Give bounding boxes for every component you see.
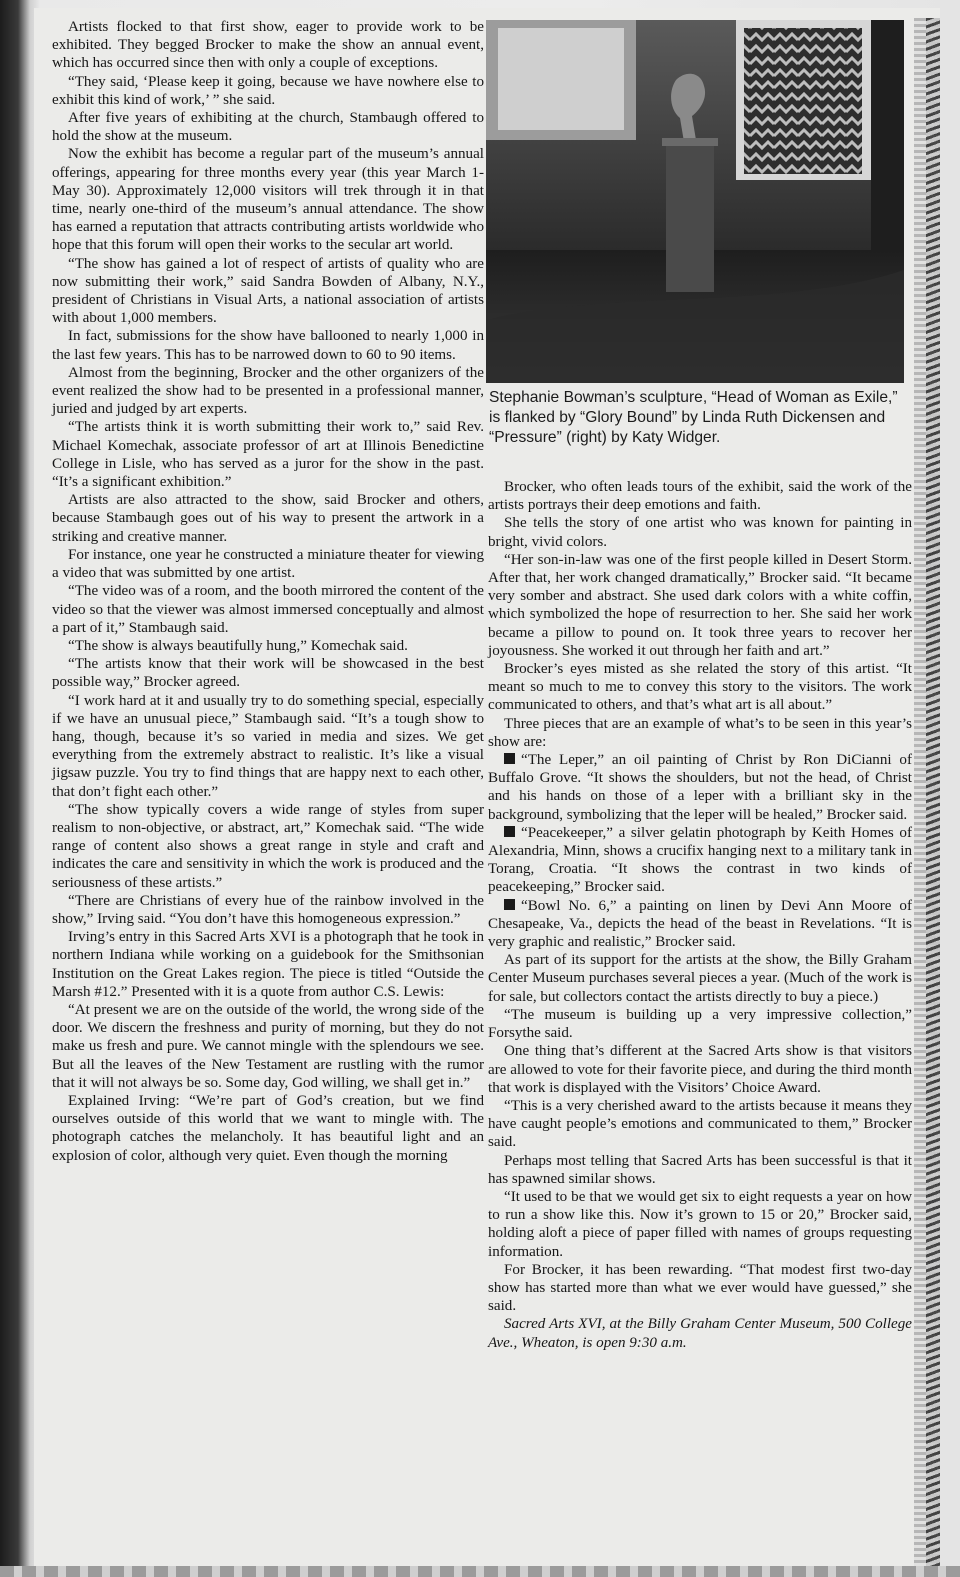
right-column (488, 478, 912, 1352)
paragraph: Artists are also attracted to the show, said Brocker and others, because Stambaugh goes out of his way to present the artwork in a striking and creative manner. (52, 492, 484, 545)
scanner-bottom-edge (0, 1566, 960, 1577)
paragraph: In fact, submissions for the show have ballooned to nearly 1,000 in the last few years. This has to be narrowed down to 60 to 90 items. (52, 328, 484, 363)
paragraph: “The artists know that their work will be showcased in the best possible way,” Brocker agreed. (52, 656, 484, 691)
paragraph: “The show is always beautifully hung,” Komechak said. (68, 637, 408, 654)
paragraph: “This is a very cherished award to the artists because it means they have caught people’s emotions and communicated to them,” Brocker said. (488, 1097, 912, 1151)
paragraph: “The artists think it is worth submitting their work to,” said Rev. Michael Komechak, associate professor of art at Illinois Benedictine College in Lisle, who has served as a juror for the show in the past. “It’s a significant exhibition.” (52, 419, 484, 491)
paragraph: One thing that’s different at the Sacred Arts show is that visitors are allowed to vote for their favorite piece, and during the third month that work is displayed with the Visitors’ Choice Award. (488, 1043, 912, 1096)
paragraph: Now the exhibit has become a regular part of the museum’s annual offerings, appearing for three months every year (this year March 1-May 30). Approximately 12,000 visitors will trek through it in that time, nearly one-third of the museum’s annual attendance. The show has earned a reputation that attracts contributing artists worldwide who hope that this forum will open their works to the secular art world. (52, 146, 484, 254)
paragraph: For Brocker, it has been rewarding. “That modest first two-day show has started more than what we ever would have guessed,” she said. (488, 1261, 912, 1315)
featured-piece-text: “Peacekeeper,” a silver gelatin photograph by Keith Homes of Alexandria, Minn, shows a crucifix hanging next to a military tank in Torang, Croatia. “It shows the contrast in two kinds of peacekeeping,” Brocker said. (488, 824, 912, 896)
featured-piece-item (488, 824, 912, 897)
paragraph: For instance, one year he constructed a miniature theater for viewing a video that was submitted by one artist. (52, 546, 484, 582)
paragraph: Irving’s entry in this Sacred Arts XVI is a photograph that he took in northern Indiana while working on a guidebook for the Smithsonian Institution on the Great Lakes region. The piece is titled “Outside the Marsh #12.” Presented with it is a quote from author C.S. Lewis: (52, 929, 484, 1000)
paragraph: Perhaps most telling that Sacred Arts has been successful is that it has spawned similar shows. (488, 1152, 912, 1187)
gallery-photo-illustration (486, 20, 904, 383)
paragraph: Almost from the beginning, Brocker and the other organizers of the event realized the show had to be presented in a professional manner, juried and judged by art experts. (52, 364, 484, 418)
paragraph: “I work hard at it and usually try to do something special, especially if we have an unusual piece,” Stambaugh said. “It’s a tough show to hang, though, because it’s so varied in media and sizes. We get everything from the extremely abstract to realistic. It’s like a visual jigsaw puzzle. You try to find things that are happy next to each other, that don’t fight each other.” (52, 692, 484, 800)
featured-piece-item (488, 897, 912, 952)
exhibit-info-footer: Sacred Arts XVI, at the Billy Graham Center Museum, 500 College Ave., Wheaton, is open 9:30 a.m. (488, 1316, 912, 1351)
paragraph: Explained Irving: “We’re part of God’s creation, but we find ourselves outside of this world that we want to mingle with. The photograph catches the melancholy. It has beautiful light and an explosion of color, although very quiet. Even though the morning (52, 1092, 484, 1164)
left-column (52, 18, 484, 1165)
paragraph: Three pieces that are an example of what’s to be seen in this year’s show are: (488, 715, 912, 750)
newspaper-clipping (34, 8, 940, 1568)
paragraph: “The show has gained a lot of respect of artists of quality who are now submitting their work,” said Sandra Bowden of Albany, N.Y., president of Christians in Visual Arts, a national association of artists with about 1,000 members. (52, 255, 484, 327)
paragraph: Brocker, who often leads tours of the exhibit, said the work of the artists portrays their deep emotions and faith. (488, 479, 912, 514)
paragraph: “It used to be that we would get six to eight requests a year on how to run a show like this. Now it’s grown to 15 or 20,” Brocker said, holding aloft a piece of paper filled with names of groups requesting information. (488, 1188, 912, 1260)
photo-caption: Stephanie Bowman’s sculpture, “Head of Woman as Exile,” is flanked by “Glory Bound” by Linda Ruth Dickensen and “Pressure” (right) by Katy Widger. (489, 389, 898, 446)
paragraph: “The video was of a room, and the booth mirrored the content of the video so that the viewer was almost immersed conceptually and almost a part of it,” Stambaugh said. (52, 583, 484, 636)
bullet-square-icon (504, 899, 515, 910)
paragraph: “The show typically covers a wide range of styles from super realism to non-objective, or abstract, art,” Komechak said. “The wide range of content also shows a great range in style and craft and indicates the care and sensitivity in which the work is produced and the seriousness of these artists.” (52, 801, 484, 891)
featured-piece-text: “Bowl No. 6,” a painting on linen by Devi Ann Moore of Chesapeake, Va., depicts the head of the beast in Revelations. “It is very graphic and realistic,” Brocker said. (488, 897, 912, 951)
paragraph: After five years of exhibiting at the church, Stambaugh offered to hold the show at the museum. (52, 110, 484, 145)
paragraph: She tells the story of one artist who was known for painting in bright, vivid colors. (488, 515, 912, 550)
paragraph: “Her son-in-law was one of the first people killed in Desert Storm. After that, her work changed dramatically,” Brocker said. “It became very somber and abstract. She used dark colors with a white coffin, which symbolized the hope of resurrection to her. She said her work became a pillow to pound on. It took three years to recover her joyousness. She worked it out through her faith and art.” (488, 551, 912, 659)
paragraph: Artists flocked to that first show, eager to provide work to be exhibited. They begged Brocker to make the show an annual event, which has occurred since then with only a couple of exceptions. (52, 19, 484, 72)
bullet-square-icon (504, 826, 515, 837)
paragraph: “At present we are on the outside of the world, the wrong side of the door. We discern the freshness and purity of morning, but they do not make us fresh and pure. We cannot mingle with the splendours we see. But all the leaves of the New Testament are rustling with the rumor that it will not always be so. Some day, God willing, we shall get in.” (52, 1001, 484, 1091)
featured-piece-item (488, 751, 912, 824)
bullet-square-icon (504, 753, 515, 764)
paragraph: “They said, ‘Please keep it going, because we have nowhere else to exhibit this kind of work,’ ” she said. (52, 73, 484, 108)
featured-piece-text: “The Leper,” an oil painting of Christ by Ron DiCianni of Buffalo Grove. “It shows the shoulders, but not the head, of Christ and his hands on those of a leper with a brilliant sky in the background, symbolizing that the leper will be healed,” Brocker said. (488, 752, 912, 823)
paragraph: As part of its support for the artists at the show, the Billy Graham Center Museum purchases several pieces a year. (Much of the work is for sale, but collectors contact the artists directly to buy a piece.) (488, 952, 912, 1005)
paragraph: “There are Christians of every hue of the rainbow involved in the show,” Irving said. “You don’t have this homogeneous expression.” (52, 892, 484, 927)
paragraph: Brocker’s eyes misted as she related the story of this artist. “It meant so much to me to convey this story to the visitors. The work communicated to others, and that’s what art is all about.” (488, 661, 912, 714)
paragraph: “The museum is building up a very impressive collection,” Forsythe said. (488, 1006, 912, 1042)
torn-edge-shadow (926, 18, 940, 1568)
exhibit-photo (486, 20, 904, 383)
